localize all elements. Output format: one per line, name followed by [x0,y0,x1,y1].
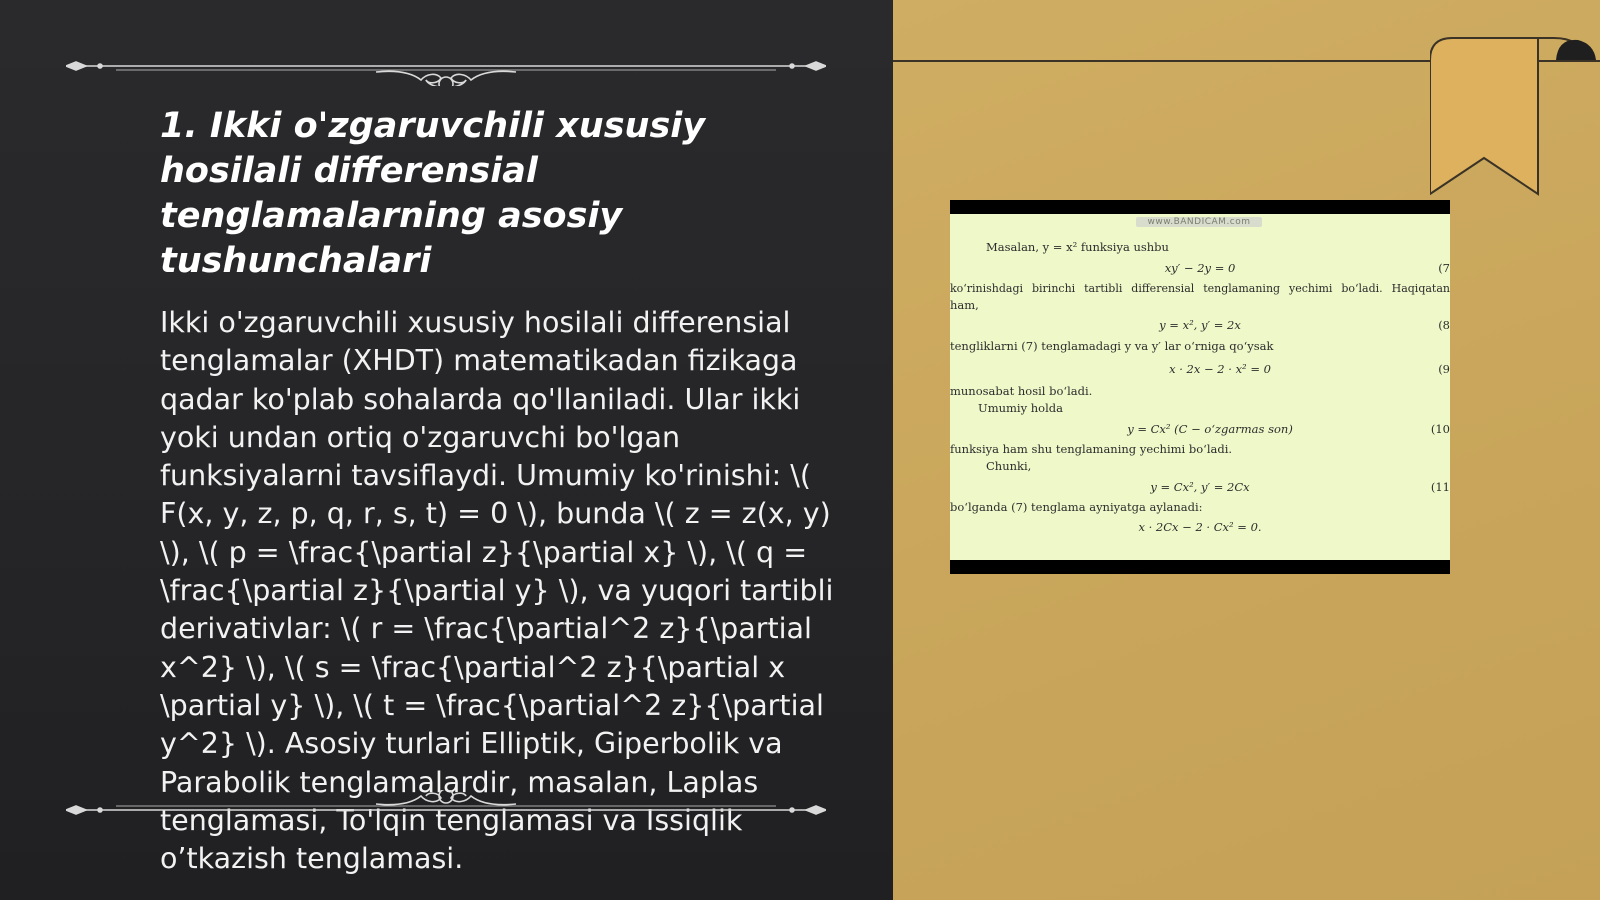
watermark: www.BANDICAM.com [1136,217,1262,227]
screenshot-line: munosabat hosil bo‘ladi. [950,384,1093,398]
screenshot-equation: y = Cx² (C − o‘zgarmas son) [1127,422,1293,436]
bookmark-ribbon-icon [1430,34,1600,204]
screenshot-line: bo‘lganda (7) tenglama ayniyatga aylanadi: [950,500,1203,514]
top-ornament-divider [66,46,826,86]
equation-number: (9 [1438,362,1450,376]
equation-number: (8 [1438,318,1450,332]
screenshot-line: Masalan, y = x² funksiya ushbu [986,240,1169,254]
screenshot-equation: x · 2x − 2 · x² = 0 [1169,362,1271,376]
screenshot-line: ham, [950,298,979,312]
screenshot-equation: x · 2Cx − 2 · Cx² = 0. [1138,520,1262,534]
screenshot-line: tengliklarni (7) tenglamadagi y va y′ lar o‘rniga qo‘ysak [950,339,1274,353]
screenshot-equation: y = Cx², y′ = 2Cx [1150,480,1250,494]
equation-number: (7 [1438,261,1450,275]
equation-number: (10 [1430,422,1450,436]
screenshot-line: funksiya ham shu tenglamaning yechimi bo‘ladi. [950,442,1233,456]
screenshot-equation: y = x², y′ = 2x [1159,318,1241,332]
screenshot-line: Chunki, [986,459,1032,473]
bottom-ornament-divider [66,790,826,830]
screenshot-line: Umumiy holda [978,401,1063,415]
screenshot-equation: xy′ − 2y = 0 [1164,261,1236,275]
slide-title: 1. Ikki o'zgaruvchili xususiy hosilali differensial tenglamalarning asosiy tushunchalari [160,106,706,281]
slide-body-text: Ikki o'zgaruvchili xususiy hosilali differensial tenglamalar (XHDT) matematikadan fizikaga qadar ko'plab sohalarda qo'llaniladi. Ular ikki yoki undan ortiq o'zgaruvchi bo'lgan funksiyalarni tavsiflaydi. Umumiy ko'rinishi: \( F(x, y, z, p, q, r, s, t) = 0 \), bunda \( z = z(x, y) \), \( p = \frac{\partial z}{\partial x} \), \( q = \frac{\partial z}{\partial y} \), va yuqori tartibli derivativlar: \( r = \frac{\partial^2 z}{\partial x^2} \), \( s = \frac{\partial^2 z}{\partial x \partial y} \), \( t = \frac{\partial^2 z}{\partial y^2} \). Asosiy turlari Elliptik, Giperbolik va Parabolik tenglamalardir, masalan, Laplas tenglamasi, To'lqin tenglamasi va Issiqlik o’tkazish tenglamasi. [160,306,834,876]
embedded-screenshot [950,200,1450,574]
equation-number: (11 [1430,480,1450,494]
screenshot-line: ko‘rinishdagi birinchi tartibli differensial tenglamaning yechimi bo‘ladi. Haqiqatan [950,282,1450,295]
screenshot-page [950,214,1450,560]
